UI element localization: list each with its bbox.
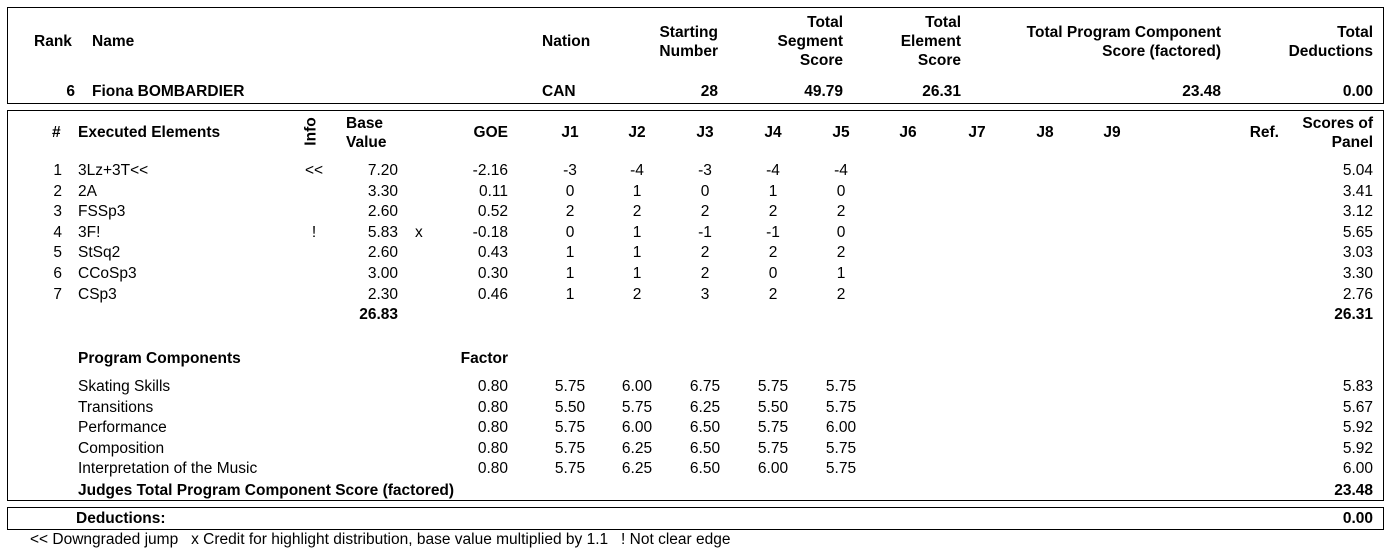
element-judge-score: 1 — [565, 285, 575, 303]
judge-header: J8 — [1036, 124, 1054, 141]
rank-header: Rank — [34, 33, 72, 50]
judge-header: J3 — [696, 124, 714, 141]
element-base-value: 7.20 — [367, 162, 398, 179]
element-bonus-marker: x — [415, 223, 423, 241]
element-judge-score: 0 — [768, 265, 778, 282]
component-judge-score: 6.50 — [689, 460, 721, 478]
judge-header: J1 — [561, 124, 579, 141]
factor-header: Factor — [460, 350, 508, 367]
element-name: FSSp3 — [78, 203, 126, 221]
component-name: Skating Skills — [78, 378, 171, 395]
component-panel-score: 5.92 — [1342, 419, 1373, 437]
element-judge-score: 2 — [700, 244, 710, 262]
component-panel-score: 5.92 — [1342, 439, 1373, 457]
element-base-value: 2.30 — [367, 285, 398, 303]
element-judge-score: 2 — [632, 203, 642, 221]
element-goe: 0.52 — [477, 203, 508, 221]
component-judge-score: 5.75 — [757, 378, 789, 395]
element-info: << — [304, 162, 324, 179]
component-judge-score: 5.75 — [554, 419, 586, 437]
component-factor: 0.80 — [477, 398, 508, 416]
goe-header: GOE — [473, 124, 508, 141]
component-name: Interpretation of the Music — [78, 460, 258, 478]
element-panel-score: 3.03 — [1342, 244, 1373, 262]
num-header: # — [52, 124, 61, 141]
element-judge-score: 1 — [768, 182, 778, 200]
component-judge-score: 5.75 — [825, 378, 857, 395]
element-judge-score: 1 — [632, 244, 642, 262]
element-name: 3Lz+3T<< — [78, 162, 149, 179]
element-judge-score: 0 — [565, 182, 575, 200]
element-panel-score: 3.30 — [1342, 265, 1373, 282]
component-judge-score: 5.75 — [621, 398, 653, 416]
element-panel-score: 5.04 — [1342, 162, 1373, 179]
element-judge-score: 0 — [565, 223, 575, 241]
component-factor: 0.80 — [477, 419, 508, 437]
element-judge-score: 2 — [836, 244, 846, 262]
total-pcs-header: Total Program Component Score (factored) — [1026, 24, 1221, 60]
component-judge-score: 5.50 — [757, 398, 789, 416]
element-judge-score: -4 — [630, 162, 644, 179]
element-base-value: 3.00 — [367, 265, 398, 282]
component-judge-score: 5.75 — [825, 398, 857, 416]
element-num: 3 — [53, 203, 62, 221]
component-name: Transitions — [78, 398, 154, 416]
legend: << Downgraded jump x Credit for highlight distribution, base value multiplied by 1.1 ! Not clear edge — [30, 531, 731, 548]
judge-header: J2 — [628, 124, 646, 141]
element-panel-score: 5.65 — [1342, 223, 1373, 241]
element-judge-score: 3 — [700, 285, 710, 303]
element-num: 5 — [53, 244, 62, 262]
element-judge-score: 1 — [632, 182, 642, 200]
skater-total-element-score: 26.31 — [922, 83, 961, 100]
element-judge-score: -1 — [698, 223, 712, 241]
element-goe: 0.30 — [477, 265, 508, 282]
element-base-value: 5.83 — [367, 223, 398, 241]
element-judge-score: 2 — [768, 203, 778, 221]
element-judge-score: -4 — [834, 162, 848, 179]
element-panel-score: 2.76 — [1342, 285, 1373, 303]
component-judge-score: 5.75 — [825, 439, 857, 457]
element-goe: -2.16 — [472, 162, 508, 179]
element-panel-score: 3.41 — [1342, 182, 1373, 200]
element-judge-score: -4 — [766, 162, 780, 179]
component-judge-score: 5.75 — [757, 419, 789, 437]
element-goe: 0.46 — [477, 285, 508, 303]
deductions-box — [7, 507, 1384, 530]
element-goe: 0.43 — [477, 244, 508, 262]
component-judge-score: 6.00 — [621, 378, 653, 395]
element-judge-score: 0 — [836, 223, 846, 241]
judge-header: J4 — [764, 124, 782, 141]
component-judge-score: 6.75 — [689, 378, 721, 395]
ref-header: Ref. — [1249, 124, 1279, 141]
component-judge-score: 6.25 — [621, 460, 653, 478]
total-deductions-header: Total Deductions — [1288, 24, 1373, 60]
element-judge-score: 2 — [768, 285, 778, 303]
element-info: ! — [311, 223, 317, 241]
component-judge-score: 6.50 — [689, 439, 721, 457]
element-name: CCoSp3 — [78, 265, 137, 282]
element-base-value: 2.60 — [367, 244, 398, 262]
element-judge-score: 2 — [632, 285, 642, 303]
component-judge-score: 5.75 — [554, 439, 586, 457]
element-name: StSq2 — [78, 244, 121, 262]
element-judge-score: 1 — [836, 265, 846, 282]
element-num: 7 — [53, 285, 62, 303]
element-num: 6 — [53, 265, 62, 282]
components-total-value: 23.48 — [1334, 482, 1373, 499]
scores-of-panel-header: Scores of Panel — [1302, 115, 1373, 151]
element-judge-score: 1 — [632, 223, 642, 241]
element-name: CSp3 — [78, 285, 117, 303]
element-panel-score: 3.12 — [1342, 203, 1373, 221]
element-name: 2A — [78, 182, 97, 200]
elements-panel-total: 26.31 — [1334, 306, 1373, 323]
elements-base-total: 26.83 — [359, 306, 398, 323]
component-judge-score: 5.75 — [825, 460, 857, 478]
component-judge-score: 5.75 — [757, 439, 789, 457]
element-judge-score: 2 — [768, 244, 778, 262]
component-factor: 0.80 — [477, 439, 508, 457]
element-judge-score: -1 — [766, 223, 780, 241]
component-judge-score: 6.00 — [757, 460, 789, 478]
element-goe: 0.11 — [478, 182, 508, 200]
element-judge-score: 1 — [565, 244, 575, 262]
deductions-label: Deductions: — [76, 510, 166, 527]
nation-header: Nation — [542, 33, 591, 50]
deductions-value: 0.00 — [1342, 510, 1373, 527]
component-judge-score: 6.50 — [689, 419, 721, 437]
element-judge-score: -3 — [563, 162, 577, 179]
components-total-label: Judges Total Program Component Score (factored) — [78, 482, 455, 499]
element-num: 2 — [53, 182, 62, 200]
skater-starting-number: 28 — [700, 83, 718, 100]
element-num: 4 — [53, 223, 62, 241]
component-judge-score: 5.75 — [554, 460, 586, 478]
component-panel-score: 5.83 — [1342, 378, 1373, 395]
element-num: 1 — [53, 162, 62, 179]
component-judge-score: 6.00 — [825, 419, 857, 437]
element-judge-score: -3 — [698, 162, 712, 179]
element-judge-score: 2 — [700, 203, 710, 221]
component-name: Composition — [78, 439, 165, 457]
element-judge-score: 2 — [836, 285, 846, 303]
component-name: Performance — [78, 419, 167, 437]
executed-elements-header: Executed Elements — [78, 124, 221, 141]
element-judge-score: 0 — [700, 182, 710, 200]
component-judge-score: 6.25 — [621, 439, 653, 457]
skater-total-deductions: 0.00 — [1342, 83, 1373, 100]
base-value-header: Base Value — [346, 115, 387, 151]
judge-header: J9 — [1103, 124, 1121, 141]
skater-name: Fiona BOMBARDIER — [92, 83, 245, 100]
component-judge-score: 6.25 — [689, 398, 721, 416]
skater-nation: CAN — [542, 83, 576, 100]
component-judge-score: 5.50 — [554, 398, 586, 416]
element-name: 3F! — [78, 223, 101, 241]
component-panel-score: 6.00 — [1342, 460, 1373, 478]
judge-header: J6 — [899, 124, 917, 141]
component-judge-score: 5.75 — [554, 378, 586, 395]
judge-header: J7 — [968, 124, 986, 141]
element-judge-score: 1 — [632, 265, 642, 282]
program-components-title: Program Components — [78, 350, 241, 367]
judge-header: J5 — [832, 124, 850, 141]
skater-rank: 6 — [66, 83, 75, 100]
element-base-value: 3.30 — [367, 182, 398, 200]
element-judge-score: 2 — [700, 265, 710, 282]
element-base-value: 2.60 — [367, 203, 398, 221]
starting-number-header: Starting Number — [659, 24, 718, 60]
info-header: Info — [302, 117, 320, 146]
element-judge-score: 2 — [565, 203, 575, 221]
element-judge-score: 0 — [836, 182, 846, 200]
element-goe: -0.18 — [472, 223, 508, 241]
total-segment-score-header: Total Segment Score — [777, 14, 843, 69]
name-header: Name — [92, 33, 135, 50]
total-element-score-header: Total Element Score — [900, 14, 961, 69]
component-factor: 0.80 — [477, 460, 508, 478]
skater-total-pcs: 23.48 — [1182, 83, 1221, 100]
component-judge-score: 6.00 — [621, 419, 653, 437]
component-panel-score: 5.67 — [1342, 398, 1373, 416]
component-factor: 0.80 — [477, 378, 508, 395]
element-judge-score: 1 — [565, 265, 575, 282]
element-judge-score: 2 — [836, 203, 846, 221]
skater-total-segment-score: 49.79 — [804, 83, 843, 100]
